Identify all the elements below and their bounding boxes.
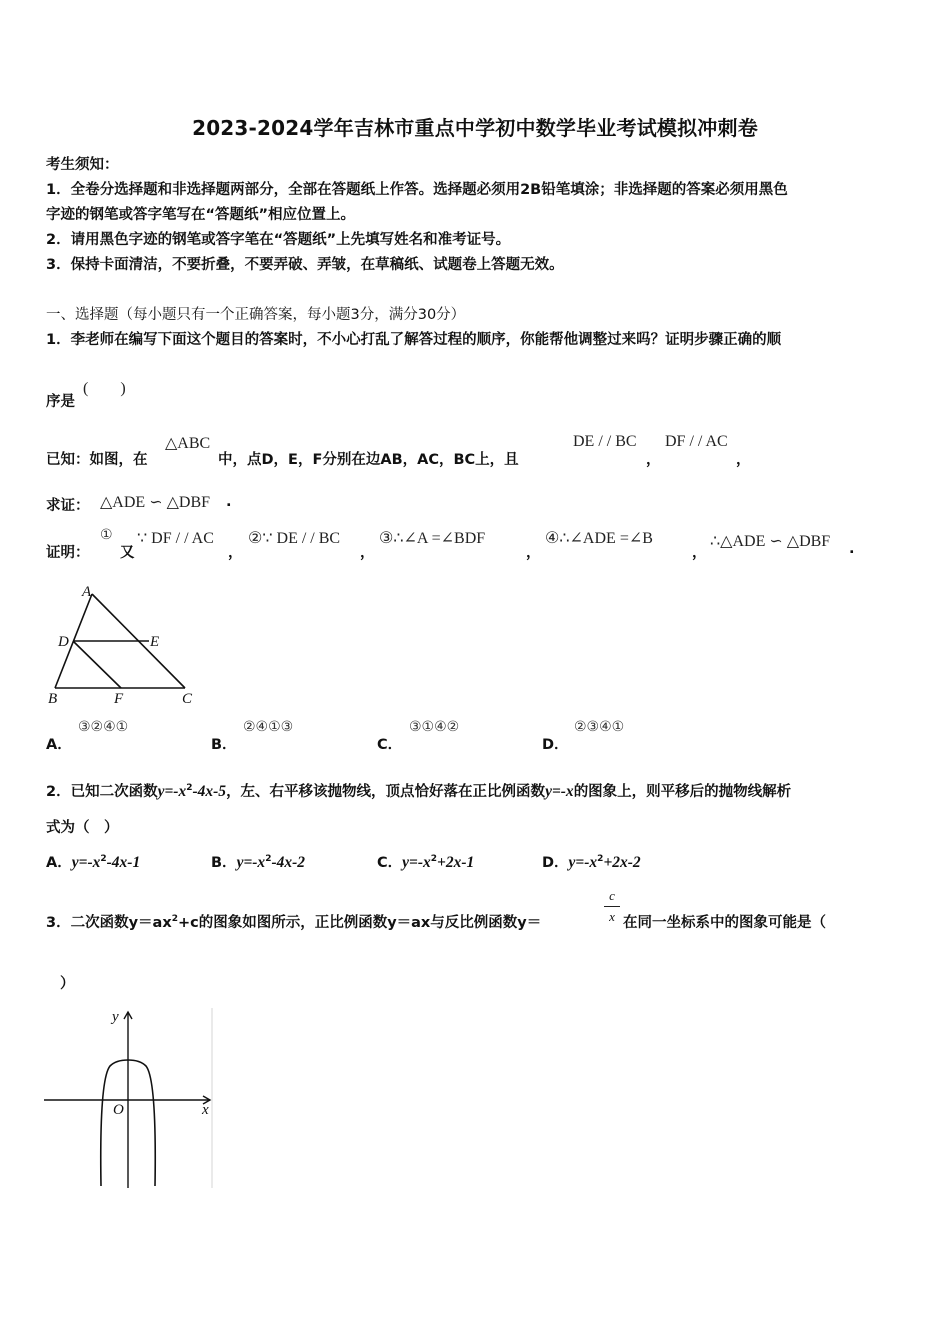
q3-fraction-c-over-x: [604, 888, 620, 925]
q1-given-label: 已知：如图，在: [46, 452, 148, 468]
label-b: B: [48, 691, 58, 707]
q1-cond-df-ac: DF / / AC: [665, 433, 728, 450]
q3-stem-part1: 3．二次函数$y=ax^2+c$的图象如图所示，正比例函数y＝ax与反比例函数y＝: [46, 914, 542, 931]
q1-cond-de-bc: DE / / BC: [573, 433, 637, 450]
q2-option-b[interactable]: B．$y=-x^2-4x-2$: [211, 854, 306, 871]
q1-proof-label: 证明：: [46, 545, 90, 561]
notice-item-1-cont: 字迹的钢笔或答字笔写在“答题纸”相应位置上。: [46, 207, 356, 223]
q1-prove-label: 求证：: [46, 498, 90, 514]
q1-option-b-letter[interactable]: B．: [211, 737, 237, 753]
notice-item-2: 2．请用黑色字迹的钢笔或答字笔在“答题纸”上先填写姓名和准考证号。: [46, 232, 511, 248]
fraction-numerator: c: [609, 888, 615, 903]
q1-prove-end: .: [226, 494, 232, 510]
q1-step-1-num: ①: [100, 527, 113, 543]
q1-option-d-letter[interactable]: D．: [542, 737, 569, 753]
label-x: x: [202, 1102, 209, 1118]
q1-sep-4: ，: [692, 545, 707, 561]
q1-comma-1: ，: [646, 452, 661, 468]
q1-prove-statement: △ADE ∽ △DBF: [100, 494, 211, 511]
label-origin: O: [113, 1102, 124, 1118]
q1-option-c-letter[interactable]: C．: [377, 737, 403, 753]
q2-option-a[interactable]: A．$y=-x^2-4x-1$: [46, 854, 141, 871]
q1-proof-end: .: [849, 541, 855, 557]
label-d: D: [58, 634, 69, 650]
q2-stem-line2: 式为（ ）: [46, 820, 119, 836]
q2-option-d[interactable]: D．$y=-x^2+2x-2$: [542, 854, 641, 871]
notice-item-1: 1．全卷分选择题和非选择题两部分，全部在答题纸上作答。选择题必须用2B铅笔填涂；非选择题的答案必须用黑色: [46, 182, 788, 198]
q1-option-a-letter[interactable]: A．: [46, 737, 72, 753]
q1-step-1-you: 又: [120, 545, 135, 561]
label-f: F: [114, 691, 124, 707]
q1-triangle-figure: [40, 582, 200, 710]
q3-stem-part2: 在同一坐标系中的图象可能是（: [623, 915, 826, 931]
q3-stem-line2: ）: [60, 976, 75, 992]
q1-triangle-abc: △ABC: [165, 435, 211, 452]
q1-step-4: ④∴∠ADE =∠B: [545, 530, 653, 547]
q1-sep-2: ，: [360, 545, 375, 561]
fraction-denominator: x: [609, 909, 615, 924]
q1-stem-line2: 序是: [46, 394, 75, 410]
q1-step-2: ②∵ DE / / BC: [248, 530, 341, 547]
q1-sep-3: ，: [526, 545, 541, 561]
q1-option-c[interactable]: ③①④②: [409, 719, 460, 735]
page-title: 2023-2024学年吉林市重点中学初中数学毕业考试模拟冲刺卷: [192, 116, 758, 140]
section-heading: 一、选择题（每小题只有一个正确答案，每小题3分，满分30分）: [46, 307, 466, 323]
q1-option-b[interactable]: ②④①③: [243, 719, 294, 735]
q1-given-text: 中，点D，E，F分别在边AB，AC，BC上，且: [218, 452, 519, 468]
label-y: y: [112, 1009, 119, 1025]
q1-step-3: ③∴∠A =∠BDF: [379, 530, 486, 547]
label-c: C: [182, 691, 193, 707]
q1-conclusion: ∴△ADE ∽ △DBF: [710, 533, 831, 550]
fraction-bar: [604, 906, 620, 907]
label-e: E: [150, 634, 160, 650]
q1-sep-1: ，: [228, 545, 243, 561]
q1-option-a[interactable]: ③②④①: [78, 719, 129, 735]
label-a: A: [82, 584, 92, 600]
notice-heading: 考生须知：: [46, 157, 119, 173]
q1-stem-line1: 1．李老师在编写下面这个题目的答案时，不小心打乱了解答过程的顺序，你能帮他调整过来吗？证明步骤正确的顺: [46, 332, 782, 348]
segment-df: [73, 641, 121, 688]
notice-item-3: 3．保持卡面清洁，不要折叠，不要弄破、弄皱，在草稿纸、试题卷上答题无效。: [46, 257, 564, 273]
q3-parabola-figure: [40, 1006, 220, 1192]
q1-step-1: ∵ DF / / AC: [137, 530, 214, 547]
q2-stem-line1: 2．已知二次函数$y=-x^2-4x-5$，左、右平移该抛物线，顶点恰好落在正比例函数y=-x的图象上，则平移后的抛物线解析: [46, 783, 792, 800]
q1-option-d[interactable]: ②③④①: [574, 719, 625, 735]
q1-answer-blank: ( ): [83, 380, 126, 397]
q2-option-c[interactable]: C．$y=-x^2+2x-1$: [377, 854, 475, 871]
q1-comma-2: ，: [736, 452, 751, 468]
